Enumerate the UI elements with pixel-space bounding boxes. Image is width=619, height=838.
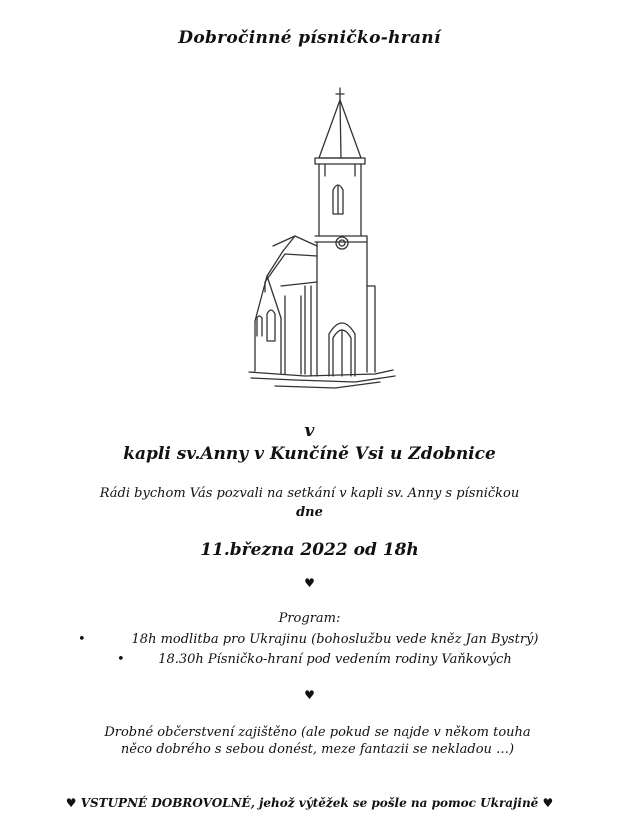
refreshments-line-1: Drobné občerstvení zajištěno (ale pokud se najde v někom touha: [104, 725, 531, 740]
list-item: • 18h modlitba pro Ukrajinu (bohoslužbu vede kněz Jan Bystrý): [75, 630, 595, 650]
heart-icon: ♥: [542, 796, 554, 810]
preposition-v: v: [304, 421, 315, 441]
church-sketch-icon: [245, 86, 410, 406]
bullet-icon: •: [117, 652, 125, 667]
program-label: Program:: [278, 611, 341, 626]
heart-icon: ♥: [65, 796, 77, 810]
refreshments-line-2: něco dobrého s sebou donést, meze fantazii se nekladou …): [120, 742, 515, 757]
page-title: Dobročinné písničko-hraní: [178, 28, 441, 48]
program-list: [75, 630, 595, 670]
invitation-text: Rádi bychom Vás pozvali na setkání v kapli sv. Anny s písničkou: [99, 486, 520, 501]
heart-icon: ♥: [304, 576, 315, 590]
footer-text: VSTUPNÉ DOBROVOLNÉ, jehož výtěžek se pošle na pomoc Ukrajině: [80, 796, 539, 810]
bullet-icon: •: [78, 632, 86, 647]
list-item: • 18.30h Písničko-hraní pod vedením rodiny Vaňkových: [75, 650, 595, 670]
dne-label: dne: [296, 505, 323, 520]
heart-icon: ♥: [304, 688, 315, 702]
event-date: 11.března 2022 od 18h: [200, 540, 419, 560]
footer-note: [0, 796, 619, 810]
venue: kapli sv.Anny v Kunčíně Vsi u Zdobnice: [123, 444, 496, 464]
